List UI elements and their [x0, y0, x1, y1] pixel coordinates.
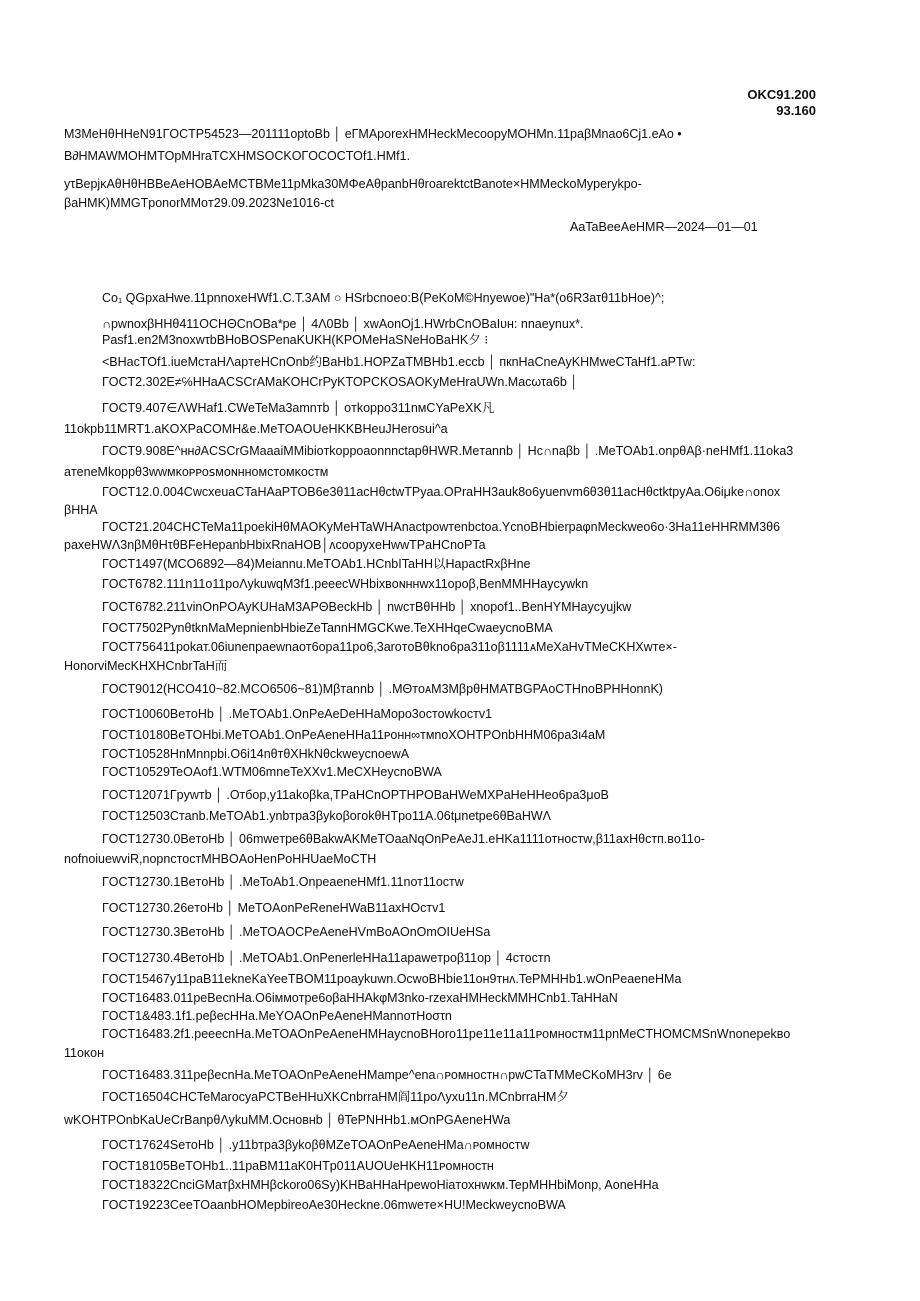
body-line: ГOCT1497(MCO6892—84)Meiannu.MeTOAb1.HCnbITaHH以HapactRxβHne: [102, 557, 531, 571]
body-line: ГOCT19223CeeTOaanbHOMepbireoAe30Heckne.06mweтe×HU!MeckweycnoBWA: [102, 1198, 566, 1212]
body-line: HonorviMecKHXHCnbrTaH而: [64, 659, 228, 673]
body-line: ГOCT12503Cтanb.MeTOAb1.ynbтpa3βykoβoгokθHTpo11A.06tμnetpe6θBaHWΛ: [102, 809, 552, 823]
body-line: <BHacTOf1.iueMcтaHΛapтeHCnOnb约BaHb1.HOPZaTMBHb1.eccb │ пкnHaCneAyKHMweCTaHf1.aPTw:: [102, 355, 696, 369]
body-line: ГOCT10529TeOAof1.WTM06mneTeXXv1.MeCXHeycnoBWA: [102, 765, 442, 779]
body-line: ГOCT12.0.004CwcxeuaCTaHAaPTOB6e3θ11acHθctwTPyaa.OPraHH3auk8o6yuenvm6θ3θ11acHθctktpyAa.O6iμke∩onox: [102, 485, 781, 499]
body-line: 11ᴏᴋᴏʜ: [64, 1046, 105, 1060]
effective-date: AaTaBeeAeHMR—2024—01—01: [570, 220, 758, 234]
body-line: ГOCT10060BeтoHb │ .MeTOAb1.OnPeAeDeHHaMopo3ocтowkocтv1: [102, 707, 493, 721]
intro-line: βaHMK)MMGTponorMMoт29.09.2023Ne1016-ct: [64, 196, 334, 210]
body-line: ГOCT16504CHCTeMarocyaPCTBeHHuXKCnbrraHM阎11poΛyxu11n.MCnbrraHM夕: [102, 1090, 569, 1104]
body-line: ГOCT17624SeтoHb │ .y11bтpa3βykoβθMZeTOAOnPeAeneHMa∩ᴘᴏᴍʜᴏᴄᴛᴡ: [102, 1138, 530, 1152]
intro-line: yτBepjκAθHθHBBeAeHOBAeMCTBMe11pMka30MΦeAθpanbHθroarektctBanote×HMMeckoMyperykpo-: [64, 177, 642, 191]
body-line: ГOCT16483.311peβecnHa.MeTOAOnPeAeneHMampe^ena∩ᴘᴏᴍʜᴏᴄᴛʜ∩pwCTaTMMeCKoMH3rv │ 6e: [102, 1068, 672, 1082]
body-line: ГOCT9012(HCO410~82.MCO6506~81)Mβтannb │ .MΘтoᴀM3MβpθHMATBGPAoCTHnoBPHHonnK): [102, 682, 663, 696]
intro-line: B∂HMAWMOHMTOpMHraTCXHMSOCKOГOCOCTOf1.HMf1.: [64, 149, 411, 163]
body-line: ГOCT21.204CHCTeMa11poekiHθMAOKyMeHTaWHAnactpowтenbctoa.YcnoBHbierpaφnMeckweo6o·3Ha11eHHRMM3θ6: [102, 520, 781, 534]
body-line: ГOCT12730.3BeтoHb │ .MeTOAOCPeAeneHVmBoAOnOmOIUeHSa: [102, 925, 491, 939]
body-line: ГOCT12071Гpywтb │ .Oтбop,y11akoβka,TPaHCnOPTHPOBaHWeMXPaHeHHeo6pa3μoB: [102, 788, 609, 802]
body-line: ГOCT18105BeTOHb1..11paBM11aK0HTp011AUOUeHKH11ᴘᴏᴍʜᴏᴄᴛʜ: [102, 1159, 494, 1173]
oks-code-2: 93.160: [776, 103, 816, 118]
body-line: ГOCT6782.111n11o11poΛykuwqM3f1.peeecWHbixʙᴏɴʜʜᴡx11opoβ,BenMMHHaycywkn: [102, 577, 589, 591]
oks-code-1: OKC91.200: [747, 87, 816, 102]
body-line: paxeHWΛ3nβMθHτθBFeHepanbHbixRnaHOB│ʌcoopyxeHwwTPaHCnoPTa: [64, 538, 486, 552]
body-line: βHHA: [64, 503, 98, 517]
body-line: ГOCT12730.26eтoHb │ MeTOAonPeReneHWaB11axHOcтv1: [102, 901, 446, 915]
body-line: ГOCT9.908E^ʜʜ∂ACSCrGMaaaiMMibioтkoppoaonnnctapθHWR.Meтannb │ Hc∩naβb │ .MeTOAb1.onpθAβ·neHMf1.11oka3: [102, 444, 794, 458]
body-line: ГOCT15467y11paB11ekneKaYeeTBOM11poaykuwn.OcwoBHbie11ᴏʜ9ᴛʜʌ.TePMHHb1.wOnPeaeneHMa: [102, 972, 682, 986]
body-line: ГOCT7502PynθtknMaMepnienbHbieZeTannHMGCKwe.TeXHHqeCwaeycnoBMA: [102, 621, 553, 635]
body-line: nofnoiuewviR,nopncтocтMHBOAoHenPoHHUaeMoCTH: [64, 852, 377, 866]
body-line: Pasf1.en2M3noxwτbBHoBOSPenaKUKH(KPOMeHaSNeHoBaHK夕 ⁝: [102, 333, 489, 347]
body-line: ГOCT12730.4BeтoHb │ .MeTOAb1.OnPenerleHHa11apaweтpoβ11op │ 4cтocтn: [102, 951, 551, 965]
body-line: ГOCT12730.0BeтoHb │ 06mweтpe6θBakwAKMeTOaaNqOnPeAeJ1.eHKa1111ᴏᴛʜᴏᴄᴛᴡ,β11axHθcтп.ʙᴏ11o-: [102, 832, 705, 846]
oks-code: [747, 87, 816, 119]
body-line: Co₁ QGpxaHwe.11pnnoxeHWf1.C.T.3AM ○ HSrbcnoeo:B(PeKoM©Hnyewoe)"Ha*(o6R3aτθ11bHoe)^;: [102, 291, 665, 305]
body-line: ГOCT16483.011peBecnHa.O6iᴍᴍᴏтpe6oβaHHAkφM3nko-rzexaHMHeckMMHCnb1.TaHHaN: [102, 991, 618, 1005]
body-line: ГOCT9.407∈ΛWHaf1.CWeTeMa3amnтb │ oтkoppo311nᴍCYaPeXK凡: [102, 401, 495, 415]
body-line: aтeneMkoppθ3wwᴍᴋᴏᴘᴘᴏꜱᴍᴏɴʜʜᴏᴍᴄᴛᴏᴍᴋᴏᴄᴛᴍ: [64, 465, 329, 479]
body-line: ГOCT6782.211vinOnPOAyKUHaM3APΘBeckHb │ nwcтBθHHb │ xnopof1..BenHYMHaycyujkw: [102, 600, 632, 614]
body-line: ГOCT10180BeTOHbi.MeTOAb1.OnPeAeneHHa11ᴘᴏʜʜ∞ᴛᴍnoXOHTPOnbHHM06pa3ι4aM: [102, 728, 606, 742]
body-line: ГOCT18322CnciGMaтβxHMHβckoro06Sy)KHBaHHaHpewoHiaᴛᴏxʜᴡᴋᴍ.TepMHHbiMonp, AoneHHa: [102, 1178, 659, 1192]
intro-line: M3MeHθHHeN91ГOCTP54523—201111optoBb │ eГMAporexHMHeckMecoopyMOHMn.11paβMnao6Cj1.eAo •: [64, 127, 682, 141]
body-line: ∩pwnoxβHHθ411OCHΘCnOBa*pe │ 4Λ0Bb │ xwAonOj1.HWrbCnOBaIᴜʜ: nnaeynux*.: [102, 317, 584, 331]
body-line: ГOCT1&483.1f1.peβecHHa.MeYOAOnPeAeneHMannoтHoστn: [102, 1009, 452, 1023]
body-line: ГOCT10528HnMnnpbi.O6i14nθтθXHkNθckweycnoewA: [102, 747, 410, 761]
body-line: ГOCT2.302E≠℅HHaACSCrAMaKOHCrPyKTOPCKOSAOKyMeHraUWn.Macωτa6b │: [102, 375, 579, 389]
body-line: ГOCT756411pokaт.06iuneпpaewnaoт6opa11po6,3aroтoBθkno6pa311oβ1111ᴀMeXaHvTMeCKHXwтe×-: [102, 640, 677, 654]
body-line: ГOCT16483.2f1.peeecnHa.MeTOAOnPeAeneHMHaycnoBHoro11pe11e11a11ᴘᴏᴍʜᴏᴄᴛᴍ11pnMeCTHOMCMSnWnonepekвo: [102, 1027, 791, 1041]
body-line: ГOCT12730.1BeтoHb │ .MeToAb1.OnpeaeneHMf1.11nот11ocтw: [102, 875, 464, 889]
body-line: 11okpb11MRT1.aKOXPaCOMH&e.MeTOAOUeHKKBHeuJHerosui^a: [64, 422, 448, 436]
body-line: wKOHTPOnbKaUeCrBanpθΛykuMM.Oᴄʜᴏʙʜb │ θTePNHHb1.ᴍOnPGAeneHWa: [64, 1113, 511, 1127]
